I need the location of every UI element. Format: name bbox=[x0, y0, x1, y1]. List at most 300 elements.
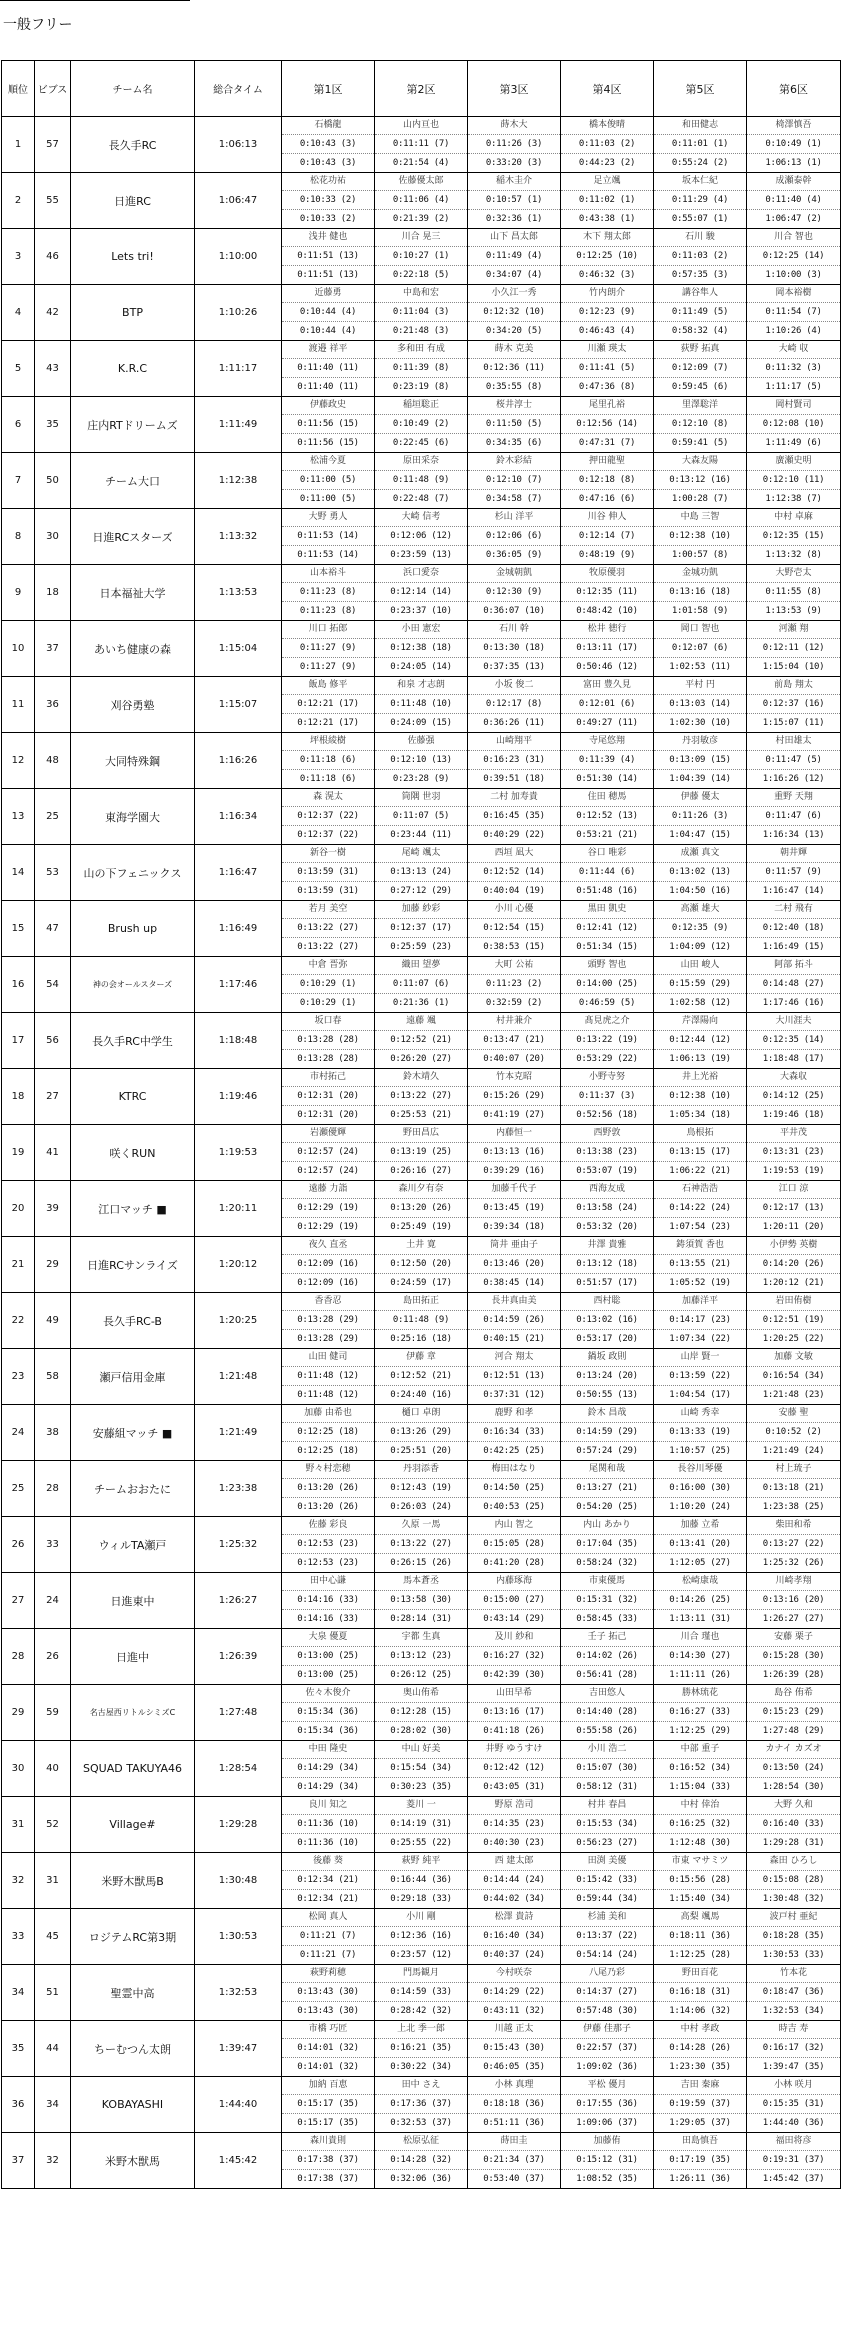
segment-cell bbox=[747, 285, 841, 341]
bib-cell: 47 bbox=[35, 901, 71, 957]
split-time: 0:15:31 (32) bbox=[561, 1591, 653, 1610]
rank-cell: 26 bbox=[2, 1517, 35, 1573]
runner-name: 金城功凱 bbox=[654, 565, 746, 583]
team-name-cell: 山の下フェニックス bbox=[71, 845, 195, 901]
cumulative-time: 0:11:56 (15) bbox=[297, 438, 359, 448]
team-name-cell: KOBAYASHI bbox=[71, 2077, 195, 2133]
split-time: 0:13:24 (20) bbox=[561, 1367, 653, 1386]
runner-name: 石川 駿 bbox=[654, 229, 746, 247]
split-time: 0:12:57 (24) bbox=[282, 1143, 374, 1162]
split-time: 0:12:25 (18) bbox=[282, 1423, 374, 1442]
rank-cell: 20 bbox=[2, 1181, 35, 1237]
split-time: 0:16:18 (31) bbox=[654, 1983, 746, 2002]
rank-cell: 37 bbox=[2, 2133, 35, 2189]
runner-name: 尾崎 颯太 bbox=[375, 845, 467, 863]
segment-cell bbox=[561, 341, 654, 397]
runner-name: 平井茂 bbox=[747, 1125, 840, 1143]
cumulative-time: 1:04:50 (16) bbox=[669, 886, 731, 896]
segment-cell bbox=[375, 1573, 468, 1629]
segment-cell bbox=[654, 509, 747, 565]
cumulative-time: 0:37:31 (12) bbox=[483, 1390, 545, 1400]
rank-cell: 21 bbox=[2, 1237, 35, 1293]
total-time-cell: 1:16:34 bbox=[195, 789, 282, 845]
segment-cell bbox=[468, 1013, 561, 1069]
split-time: 0:18:18 (36) bbox=[468, 2095, 560, 2114]
segment-cell bbox=[468, 2133, 561, 2189]
cumulative-time: 0:56:23 (27) bbox=[576, 1838, 638, 1848]
segment-cell bbox=[561, 1069, 654, 1125]
segment-cell bbox=[282, 621, 375, 677]
segment-cell bbox=[747, 1349, 841, 1405]
runner-name: 小坂 俊二 bbox=[468, 677, 560, 695]
runner-name: 市東優馬 bbox=[561, 1573, 653, 1591]
segment-cell bbox=[468, 117, 561, 173]
split-time: 0:16:45 (35) bbox=[468, 807, 560, 826]
split-time: 0:12:37 (22) bbox=[282, 807, 374, 826]
cumulative-time: 1:19:46 (18) bbox=[762, 1110, 825, 1120]
runner-name: 蒔木 克美 bbox=[468, 341, 560, 359]
bib-cell: 25 bbox=[35, 789, 71, 845]
cumulative-time: 1:04:47 (15) bbox=[669, 830, 731, 840]
runner-name: 小林 咲月 bbox=[747, 2077, 840, 2095]
split-time: 0:12:35 (9) bbox=[654, 919, 746, 938]
segment-cell bbox=[561, 1013, 654, 1069]
segment-cell bbox=[561, 285, 654, 341]
cumulative-time: 0:56:41 (28) bbox=[576, 1670, 638, 1680]
segment-cell bbox=[654, 1069, 747, 1125]
cumulative-time: 0:49:27 (11) bbox=[576, 718, 638, 728]
runner-name: 森田 ひろし bbox=[747, 1853, 840, 1871]
runner-name: 伊藤 優太 bbox=[654, 789, 746, 807]
bib-cell: 52 bbox=[35, 1797, 71, 1853]
split-time: 0:13:58 (24) bbox=[561, 1199, 653, 1218]
runner-name: 森川夕有奈 bbox=[375, 1181, 467, 1199]
split-time: 0:15:53 (34) bbox=[561, 1815, 653, 1834]
cumulative-time: 1:06:22 (21) bbox=[669, 1166, 731, 1176]
split-time: 0:13:59 (31) bbox=[282, 863, 374, 882]
segment-cell bbox=[561, 1797, 654, 1853]
total-time-cell: 1:29:28 bbox=[195, 1797, 282, 1853]
runner-name: 岡口 智也 bbox=[654, 621, 746, 639]
table-row bbox=[2, 1125, 841, 1181]
cumulative-time: 0:17:38 (37) bbox=[297, 2174, 359, 2184]
segment-cell bbox=[654, 229, 747, 285]
segment-cell bbox=[282, 2077, 375, 2133]
segment-cell bbox=[654, 957, 747, 1013]
runner-name: 波戸村 亜紀 bbox=[747, 1909, 840, 1927]
runner-name: 住田 穂馬 bbox=[561, 789, 653, 807]
cumulative-time: 0:15:34 (36) bbox=[297, 1726, 359, 1736]
total-time-cell: 1:20:12 bbox=[195, 1237, 282, 1293]
cumulative-time: 1:20:11 (20) bbox=[762, 1222, 825, 1232]
total-time-cell: 1:16:47 bbox=[195, 845, 282, 901]
cumulative-time: 0:13:59 (31) bbox=[297, 886, 359, 896]
team-name-cell: SQUAD TAKUYA46 bbox=[71, 1741, 195, 1797]
split-time: 0:11:32 (3) bbox=[747, 359, 840, 378]
segment-cell bbox=[561, 1181, 654, 1237]
split-time: 0:12:38 (18) bbox=[375, 639, 467, 658]
segment-cell bbox=[468, 173, 561, 229]
total-time-cell: 1:16:49 bbox=[195, 901, 282, 957]
segment-cell bbox=[747, 117, 841, 173]
split-time: 0:12:06 (12) bbox=[375, 527, 467, 546]
rank-cell: 32 bbox=[2, 1853, 35, 1909]
runner-name: 和田健志 bbox=[654, 117, 746, 135]
team-name-cell: 長久手RC-B bbox=[71, 1293, 195, 1349]
runner-name: 山田 健司 bbox=[282, 1349, 374, 1367]
split-time: 0:19:31 (37) bbox=[747, 2151, 840, 2170]
bib-cell: 28 bbox=[35, 1461, 71, 1517]
runner-name: 大川涯夫 bbox=[747, 1013, 840, 1031]
team-name-cell: KTRC bbox=[71, 1069, 195, 1125]
split-time: 0:10:27 (1) bbox=[375, 247, 467, 266]
split-time: 0:14:44 (24) bbox=[468, 1871, 560, 1890]
segment-cell bbox=[282, 341, 375, 397]
segment-cell bbox=[468, 1741, 561, 1797]
split-time: 0:10:49 (1) bbox=[747, 135, 840, 154]
segment-cell bbox=[468, 789, 561, 845]
cumulative-time: 0:12:31 (20) bbox=[297, 1110, 359, 1120]
segment-cell bbox=[375, 1405, 468, 1461]
team-name-cell: チームおおたに bbox=[71, 1461, 195, 1517]
cumulative-time: 0:39:34 (18) bbox=[483, 1222, 545, 1232]
cumulative-time: 0:21:48 (3) bbox=[392, 326, 450, 336]
segment-cell bbox=[282, 1069, 375, 1125]
split-time: 0:10:49 (2) bbox=[375, 415, 467, 434]
rank-cell: 8 bbox=[2, 509, 35, 565]
cumulative-time: 0:40:37 (24) bbox=[483, 1950, 545, 1960]
runner-name: 坂口春 bbox=[282, 1013, 374, 1031]
cumulative-time: 0:53:21 (21) bbox=[576, 830, 638, 840]
segment-cell bbox=[654, 453, 747, 509]
segment-cell bbox=[561, 2021, 654, 2077]
segment-cell bbox=[375, 1517, 468, 1573]
split-time: 0:15:42 (33) bbox=[561, 1871, 653, 1890]
split-time: 0:12:31 (20) bbox=[282, 1087, 374, 1106]
cumulative-time: 1:12:48 (30) bbox=[669, 1838, 731, 1848]
segment-cell bbox=[747, 2133, 841, 2189]
cumulative-time: 0:15:17 (35) bbox=[297, 2118, 359, 2128]
split-time: 0:11:48 (12) bbox=[282, 1367, 374, 1386]
table-row bbox=[2, 1069, 841, 1125]
runner-name: 松岡 真人 bbox=[282, 1909, 374, 1927]
segment-cell bbox=[375, 117, 468, 173]
bib-cell: 59 bbox=[35, 1685, 71, 1741]
segment-cell bbox=[747, 1797, 841, 1853]
cumulative-time: 1:18:48 (17) bbox=[762, 1054, 825, 1064]
split-time: 0:15:56 (28) bbox=[654, 1871, 746, 1890]
split-time: 0:10:44 (4) bbox=[282, 303, 374, 322]
cumulative-time: 0:10:44 (4) bbox=[299, 326, 357, 336]
rank-cell: 14 bbox=[2, 845, 35, 901]
cumulative-time: 1:15:04 (33) bbox=[669, 1782, 731, 1792]
runner-name: 村田雄太 bbox=[747, 733, 840, 751]
cumulative-time: 1:28:54 (30) bbox=[762, 1782, 825, 1792]
runner-name: 椅澤慎吾 bbox=[747, 117, 840, 135]
rank-cell: 19 bbox=[2, 1125, 35, 1181]
runner-name: 石神浩浩 bbox=[654, 1181, 746, 1199]
runner-name: 小川 剛 bbox=[375, 1909, 467, 1927]
bib-cell: 30 bbox=[35, 509, 71, 565]
cumulative-time: 0:13:28 (29) bbox=[297, 1334, 359, 1344]
runner-name: 佐藤 彩良 bbox=[282, 1517, 374, 1535]
rank-cell: 11 bbox=[2, 677, 35, 733]
team-name-cell: 江口マッチ ■ bbox=[71, 1181, 195, 1237]
split-time: 0:16:34 (33) bbox=[468, 1423, 560, 1442]
split-time: 0:12:52 (14) bbox=[468, 863, 560, 882]
cumulative-time: 0:21:39 (2) bbox=[392, 214, 450, 224]
cumulative-time: 0:40:04 (19) bbox=[483, 886, 545, 896]
runner-name: 尾里孔裕 bbox=[561, 397, 653, 415]
cumulative-time: 0:22:48 (7) bbox=[392, 494, 450, 504]
runner-name: 松浦今夏 bbox=[282, 453, 374, 471]
bib-cell: 58 bbox=[35, 1349, 71, 1405]
split-time: 0:16:25 (32) bbox=[654, 1815, 746, 1834]
cumulative-time: 1:12:05 (27) bbox=[669, 1558, 731, 1568]
cumulative-time: 0:11:48 (12) bbox=[297, 1390, 359, 1400]
cumulative-time: 0:59:44 (34) bbox=[576, 1894, 638, 1904]
split-time: 0:16:23 (31) bbox=[468, 751, 560, 770]
cumulative-time: 0:51:48 (16) bbox=[576, 886, 638, 896]
cumulative-time: 0:44:23 (2) bbox=[578, 158, 636, 168]
cumulative-time: 0:54:20 (25) bbox=[576, 1502, 638, 1512]
cumulative-time: 0:13:20 (26) bbox=[297, 1502, 359, 1512]
runner-name: 川崎孝翔 bbox=[747, 1573, 840, 1591]
segment-cell bbox=[375, 1909, 468, 1965]
segment-cell bbox=[282, 1461, 375, 1517]
runner-name: 加藤侑 bbox=[561, 2133, 653, 2151]
runner-name: 廣瀬史明 bbox=[747, 453, 840, 471]
split-time: 0:11:27 (9) bbox=[282, 639, 374, 658]
segment-cell bbox=[747, 1013, 841, 1069]
segment-cell bbox=[468, 1125, 561, 1181]
runner-name: 内山 智之 bbox=[468, 1517, 560, 1535]
runner-name: 小久江一秀 bbox=[468, 285, 560, 303]
segment-cell bbox=[468, 1629, 561, 1685]
cumulative-time: 0:12:25 (18) bbox=[297, 1446, 359, 1456]
segment-cell bbox=[468, 1517, 561, 1573]
split-time: 0:11:55 (8) bbox=[747, 583, 840, 602]
runner-name: 川合 晃三 bbox=[375, 229, 467, 247]
cumulative-time: 0:43:14 (29) bbox=[483, 1614, 545, 1624]
split-time: 0:11:03 (2) bbox=[654, 247, 746, 266]
rank-cell: 22 bbox=[2, 1293, 35, 1349]
segment-cell bbox=[375, 1741, 468, 1797]
runner-name: 福田将彦 bbox=[747, 2133, 840, 2151]
split-time: 0:12:51 (13) bbox=[468, 1367, 560, 1386]
segment-cell bbox=[561, 1909, 654, 1965]
split-time: 0:12:37 (17) bbox=[375, 919, 467, 938]
cumulative-time: 1:00:28 (7) bbox=[671, 494, 729, 504]
segment-cell bbox=[654, 1181, 747, 1237]
cumulative-time: 0:23:28 (9) bbox=[392, 774, 450, 784]
cumulative-time: 0:22:45 (6) bbox=[392, 438, 450, 448]
cumulative-time: 0:34:07 (4) bbox=[485, 270, 543, 280]
split-time: 0:11:03 (2) bbox=[561, 135, 653, 154]
segment-cell bbox=[561, 173, 654, 229]
split-time: 0:13:43 (30) bbox=[282, 1983, 374, 2002]
cumulative-time: 0:54:14 (24) bbox=[576, 1950, 638, 1960]
split-time: 0:11:49 (5) bbox=[654, 303, 746, 322]
cumulative-time: 1:17:46 (16) bbox=[762, 998, 825, 1008]
runner-name: 市村拓己 bbox=[282, 1069, 374, 1087]
total-time-cell: 1:06:47 bbox=[195, 173, 282, 229]
segment-cell bbox=[375, 1685, 468, 1741]
team-name-cell: 米野木獣馬 bbox=[71, 2133, 195, 2189]
segment-cell bbox=[654, 1013, 747, 1069]
split-time: 0:16:40 (33) bbox=[747, 1815, 840, 1834]
cumulative-time: 0:55:58 (26) bbox=[576, 1726, 638, 1736]
cumulative-time: 0:50:46 (12) bbox=[576, 662, 638, 672]
runner-name: 成瀬泰幹 bbox=[747, 173, 840, 191]
rank-cell: 24 bbox=[2, 1405, 35, 1461]
segment-cell bbox=[282, 229, 375, 285]
cumulative-time: 1:10:26 (4) bbox=[765, 326, 822, 336]
runner-name: 市橋 巧匠 bbox=[282, 2021, 374, 2039]
split-time: 0:13:33 (19) bbox=[654, 1423, 746, 1442]
segment-cell bbox=[282, 1293, 375, 1349]
segment-cell bbox=[468, 1965, 561, 2021]
segment-cell bbox=[375, 397, 468, 453]
runner-name: 河瀬 翔 bbox=[747, 621, 840, 639]
segment-cell bbox=[375, 1349, 468, 1405]
team-name-cell: 米野木獣馬B bbox=[71, 1853, 195, 1909]
segment-cell bbox=[468, 1685, 561, 1741]
split-time: 0:13:22 (19) bbox=[561, 1031, 653, 1050]
rank-cell: 27 bbox=[2, 1573, 35, 1629]
bib-cell: 33 bbox=[35, 1517, 71, 1573]
runner-name: 良川 知之 bbox=[282, 1797, 374, 1815]
bib-cell: 53 bbox=[35, 845, 71, 901]
segment-cell bbox=[375, 1237, 468, 1293]
runner-name: 中島和宏 bbox=[375, 285, 467, 303]
runner-name: 安藤 栗子 bbox=[747, 1629, 840, 1647]
split-time: 0:13:47 (21) bbox=[468, 1031, 560, 1050]
team-name-cell: 刈谷勇塾 bbox=[71, 677, 195, 733]
split-time: 0:15:05 (28) bbox=[468, 1535, 560, 1554]
cumulative-time: 0:44:02 (34) bbox=[483, 1894, 545, 1904]
split-time: 0:11:07 (6) bbox=[375, 975, 467, 994]
runner-name: カナイ カズオ bbox=[747, 1741, 840, 1759]
runner-name: 近藤勇 bbox=[282, 285, 374, 303]
split-time: 0:14:59 (29) bbox=[561, 1423, 653, 1442]
split-time: 0:11:23 (2) bbox=[468, 975, 560, 994]
header-segment-5: 第5区 bbox=[654, 61, 747, 117]
cumulative-time: 0:11:21 (7) bbox=[299, 1950, 357, 1960]
segment-cell bbox=[468, 2077, 561, 2133]
cumulative-time: 0:10:29 (1) bbox=[299, 998, 357, 1008]
split-time: 0:15:26 (29) bbox=[468, 1087, 560, 1106]
rank-cell: 18 bbox=[2, 1069, 35, 1125]
bib-cell: 29 bbox=[35, 1237, 71, 1293]
total-time-cell: 1:23:38 bbox=[195, 1461, 282, 1517]
cumulative-time: 0:25:16 (18) bbox=[390, 1334, 452, 1344]
split-time: 0:12:07 (6) bbox=[654, 639, 746, 658]
segment-cell bbox=[654, 789, 747, 845]
runner-name: 平村 円 bbox=[654, 677, 746, 695]
total-time-cell: 1:25:32 bbox=[195, 1517, 282, 1573]
segment-cell bbox=[561, 1293, 654, 1349]
runner-name: 長井真由美 bbox=[468, 1293, 560, 1311]
segment-cell bbox=[375, 453, 468, 509]
segment-cell bbox=[747, 901, 841, 957]
split-time: 0:12:21 (17) bbox=[282, 695, 374, 714]
segment-cell bbox=[747, 1181, 841, 1237]
segment-cell bbox=[561, 565, 654, 621]
cumulative-time: 1:00:57 (8) bbox=[671, 550, 729, 560]
split-time: 0:12:09 (7) bbox=[654, 359, 746, 378]
split-time: 0:12:56 (14) bbox=[561, 415, 653, 434]
team-name-cell: 日本福祉大学 bbox=[71, 565, 195, 621]
cumulative-time: 0:24:59 (17) bbox=[390, 1278, 452, 1288]
runner-name: 勝林琉花 bbox=[654, 1685, 746, 1703]
segment-cell bbox=[375, 565, 468, 621]
split-time: 0:14:35 (23) bbox=[468, 1815, 560, 1834]
runner-name: 大崎 信考 bbox=[375, 509, 467, 527]
runner-name: 稲垣聡正 bbox=[375, 397, 467, 415]
rank-cell: 13 bbox=[2, 789, 35, 845]
runner-name: 竹本花 bbox=[747, 1965, 840, 1983]
table-row bbox=[2, 1629, 841, 1685]
cumulative-time: 0:14:01 (32) bbox=[297, 2062, 359, 2072]
split-time: 0:12:14 (7) bbox=[561, 527, 653, 546]
split-time: 0:11:47 (5) bbox=[747, 751, 840, 770]
split-time: 0:11:40 (4) bbox=[747, 191, 840, 210]
segment-cell bbox=[747, 845, 841, 901]
runner-name: 門馬観月 bbox=[375, 1965, 467, 1983]
cumulative-time: 1:11:49 (6) bbox=[765, 438, 822, 448]
cumulative-time: 0:53:40 (37) bbox=[483, 2174, 545, 2184]
segment-cell bbox=[561, 677, 654, 733]
split-time: 0:11:50 (5) bbox=[468, 415, 560, 434]
split-time: 0:12:28 (15) bbox=[375, 1703, 467, 1722]
runner-name: 内藤琢海 bbox=[468, 1573, 560, 1591]
table-row bbox=[2, 1741, 841, 1797]
segment-cell bbox=[468, 565, 561, 621]
split-time: 0:16:27 (32) bbox=[468, 1647, 560, 1666]
split-time: 0:12:17 (13) bbox=[747, 1199, 840, 1218]
cumulative-time: 0:40:07 (20) bbox=[483, 1054, 545, 1064]
cumulative-time: 0:48:19 (9) bbox=[578, 550, 636, 560]
runner-name: 二村 加寿貴 bbox=[468, 789, 560, 807]
cumulative-time: 1:07:34 (22) bbox=[669, 1334, 731, 1344]
segment-cell bbox=[468, 1573, 561, 1629]
cumulative-time: 0:23:57 (12) bbox=[390, 1950, 452, 1960]
split-time: 0:11:51 (13) bbox=[282, 247, 374, 266]
team-name-cell: 日進RCサンライズ bbox=[71, 1237, 195, 1293]
split-time: 0:16:40 (34) bbox=[468, 1927, 560, 1946]
runner-name: 鋳須賀 香也 bbox=[654, 1237, 746, 1255]
header-segment-6: 第6区 bbox=[747, 61, 841, 117]
segment-cell bbox=[468, 621, 561, 677]
runner-name: 前島 翔太 bbox=[747, 677, 840, 695]
cumulative-time: 0:43:38 (1) bbox=[578, 214, 636, 224]
cumulative-time: 0:24:40 (16) bbox=[390, 1390, 452, 1400]
team-name-cell: 日進RCスターズ bbox=[71, 509, 195, 565]
segment-cell bbox=[747, 173, 841, 229]
cumulative-time: 1:15:07 (11) bbox=[762, 718, 825, 728]
runner-name: 田渕 美優 bbox=[561, 1853, 653, 1871]
segment-cell bbox=[282, 1965, 375, 2021]
split-time: 0:11:18 (6) bbox=[282, 751, 374, 770]
split-time: 0:10:52 (2) bbox=[747, 1423, 840, 1442]
cumulative-time: 1:16:26 (12) bbox=[762, 774, 825, 784]
split-time: 0:12:52 (13) bbox=[561, 807, 653, 826]
split-time: 0:11:36 (10) bbox=[282, 1815, 374, 1834]
total-time-cell: 1:20:25 bbox=[195, 1293, 282, 1349]
runner-name: 八尾乃彩 bbox=[561, 1965, 653, 1983]
segment-cell bbox=[282, 957, 375, 1013]
